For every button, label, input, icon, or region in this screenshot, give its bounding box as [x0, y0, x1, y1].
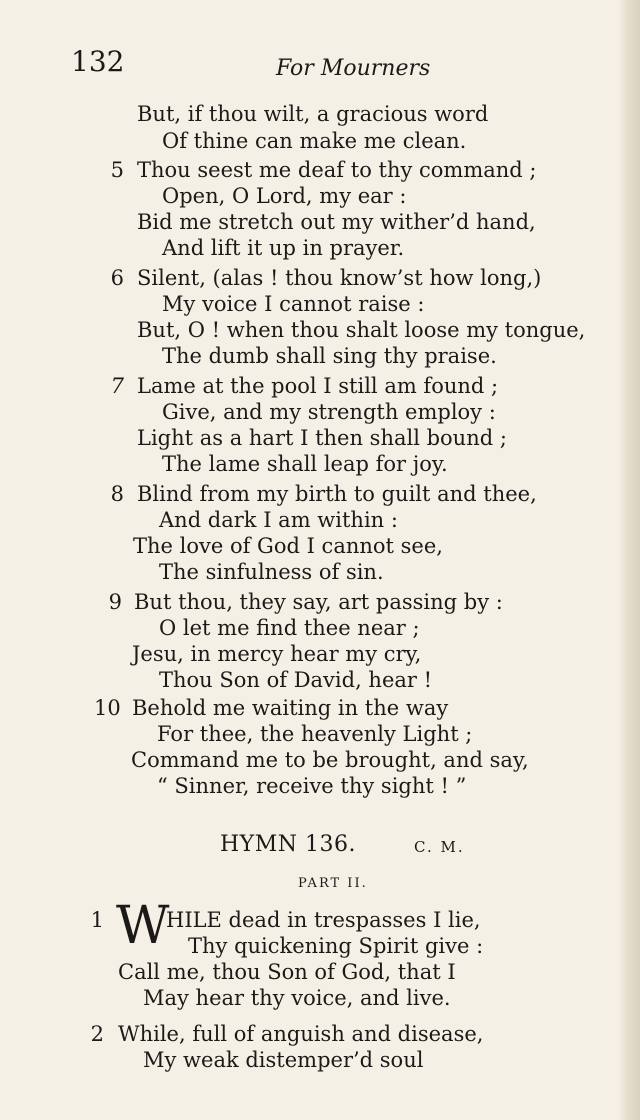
- verse-line: While, full of anguish and disease,: [118, 1022, 484, 1046]
- verse-line: Behold me waiting in the way: [132, 696, 449, 720]
- verse-line: But, if thou wilt, a gracious word: [137, 102, 489, 126]
- verse-line: And lift it up in prayer.: [162, 236, 405, 260]
- verse-line: “ Sinner, receive thy sight ! ”: [157, 774, 467, 798]
- verse-line: Bid me stretch out my wither’d hand,: [137, 210, 536, 234]
- verse-line: The lame shall leap for joy.: [162, 452, 448, 476]
- verse-line: Blind from my birth to guilt and thee,: [137, 482, 537, 506]
- running-title: For Mourners: [276, 56, 431, 81]
- verse-line: Thou seest me deaf to thy command ;: [137, 158, 537, 182]
- hymn-title: HYMN 136.: [220, 832, 356, 857]
- hymn-meter: C. M.: [414, 838, 465, 856]
- page-edge-shadow: [618, 0, 640, 1120]
- drop-cap: W: [116, 896, 170, 956]
- verse-number: 7: [110, 374, 124, 398]
- verse-line: But, O ! when thou shalt loose my tongue,: [137, 318, 586, 342]
- verse-line: Light as a hart I then shall bound ;: [137, 426, 507, 450]
- verse-line: Lame at the pool I still am found ;: [137, 374, 499, 398]
- verse-number: 2: [90, 1022, 104, 1046]
- verse-line: Jesu, in mercy hear my cry,: [132, 642, 422, 666]
- verse-line: Open, O Lord, my ear :: [162, 184, 407, 208]
- verse-number: 1: [90, 908, 104, 932]
- verse-line: Of thine can make me clean.: [162, 129, 467, 153]
- verse-line: But thou, they say, art passing by :: [134, 590, 503, 614]
- verse-number: 9: [108, 590, 122, 614]
- verse-line: The love of God I cannot see,: [133, 534, 443, 558]
- verse-line: And dark I am within :: [159, 508, 398, 532]
- verse-line: O let me find thee near ;: [159, 616, 420, 640]
- verse-line: The dumb shall sing thy praise.: [162, 344, 497, 368]
- verse-line: HILE dead in trespasses I lie,: [166, 908, 481, 932]
- verse-number: 5: [110, 158, 124, 182]
- verse-line: Call me, thou Son of God, that I: [118, 960, 456, 984]
- verse-number: 8: [110, 482, 124, 506]
- verse-line: The sinfulness of sin.: [159, 560, 384, 584]
- verse-number: 10: [94, 696, 121, 720]
- verse-line: Command me to be brought, and say,: [131, 748, 529, 772]
- verse-line: Thou Son of David, hear !: [159, 668, 433, 692]
- page-number: 132: [71, 45, 125, 78]
- verse-line: Give, and my strength employ :: [162, 400, 496, 424]
- verse-line: My voice I cannot raise :: [162, 292, 425, 316]
- hymn-part: PART II.: [298, 876, 368, 891]
- verse-line: Silent, (alas ! thou know’st how long,): [137, 266, 542, 290]
- verse-line: My weak distemper’d soul: [143, 1048, 424, 1072]
- verse-line: For thee, the heavenly Light ;: [157, 722, 473, 746]
- verse-line: Thy quickening Spirit give :: [188, 934, 484, 958]
- verse-line: May hear thy voice, and live.: [143, 986, 451, 1010]
- verse-number: 6: [110, 266, 124, 290]
